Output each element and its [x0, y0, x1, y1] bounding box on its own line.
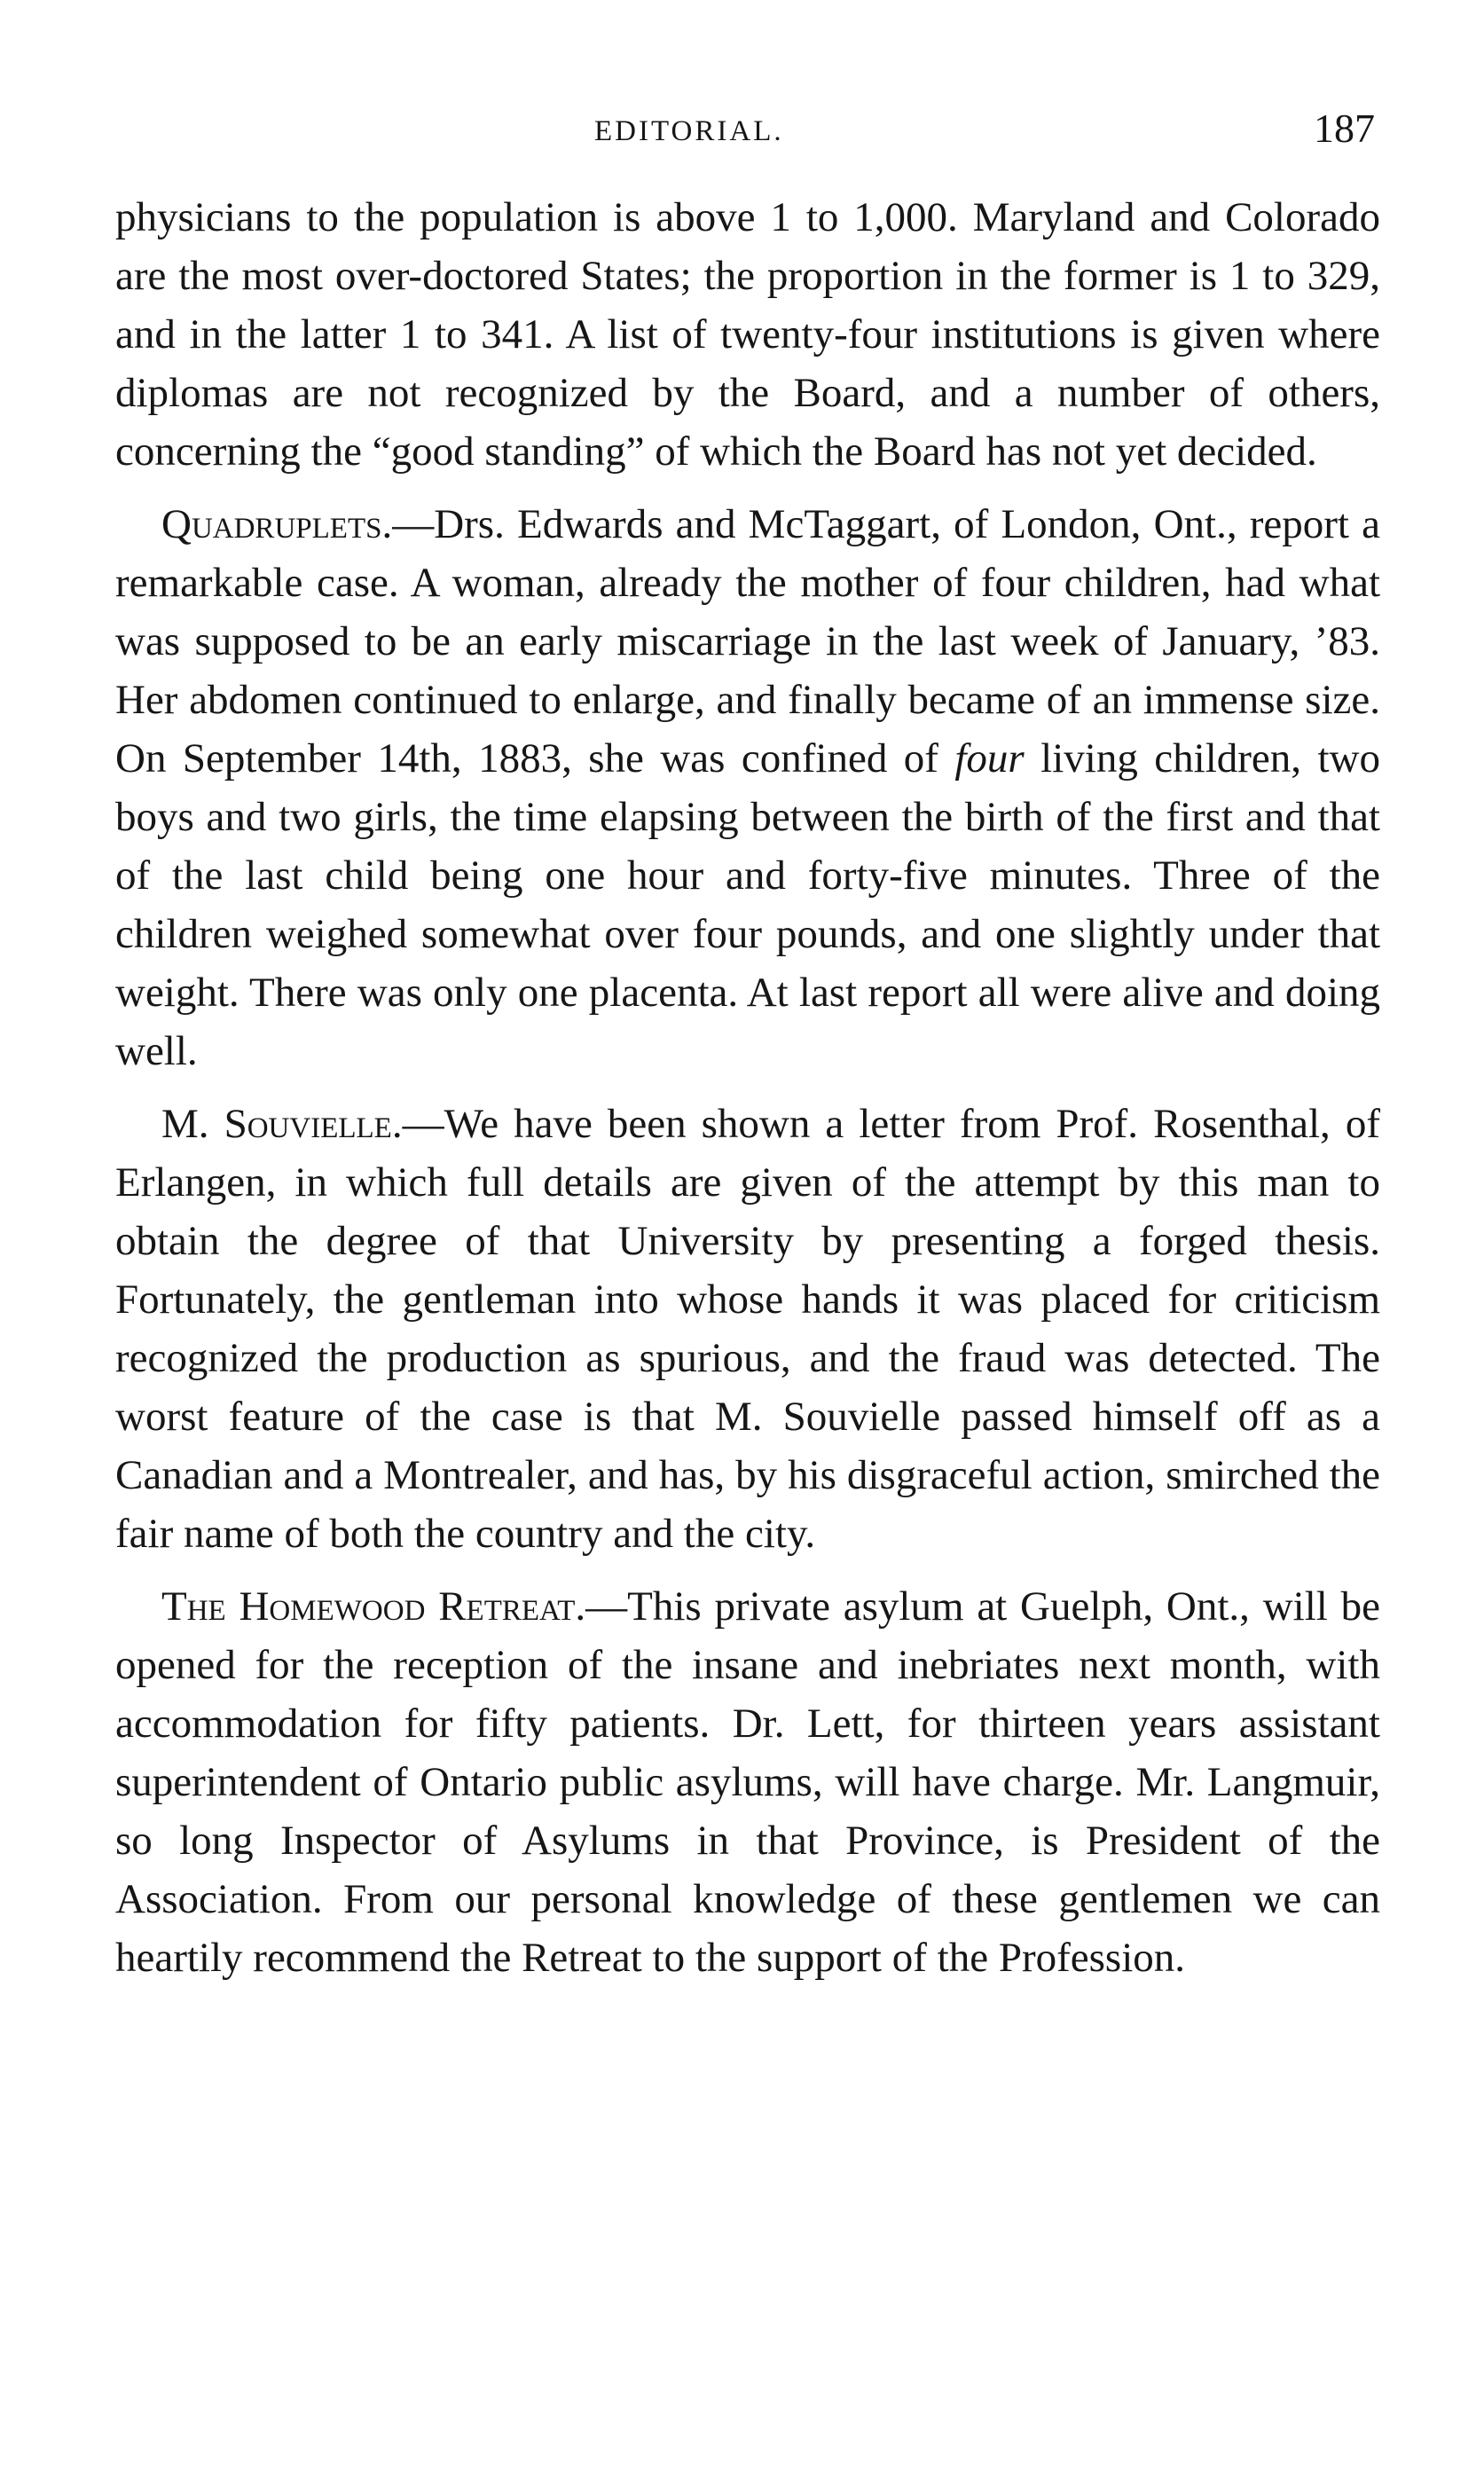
- paragraph-text: —Drs. Edwards and McTaggart, of London, Ont., report a remarkable case. A woman, already the mother of four children, had what was supposed to be an early miscarriage in the last week of January, ’83. Her abdomen continued to enlarge, and finally became of an immense size. On September 14th, 1883, she was confined of: [115, 501, 1380, 782]
- paragraph-text: —We have been shown a letter from Prof. Rosenthal, of Erlangen, in which full details are given of the attempt by this man to obtain the degree of that University by presenting a forged thesis. Fortunately, the gentleman into whose hands it was placed for criticism recognized the production as spurious, and the fraud was detected. The worst feature of the case is that M. Souvielle passed himself off as a Canadian and a Montrealer, and has, by his disgraceful action, smirched the fair name of both the country and the city.: [115, 1101, 1380, 1557]
- section-heading-homewood-retreat: The Homewood Retreat.: [161, 1583, 586, 1630]
- paragraph-text: living children, two boys and two girls, the time elapsing between the birth of the first and that of the last child being one hour and forty-five minutes. Three of the children weighed somewhat over four pounds, and one slightly under that weight. There was only one placenta. At last report all were alive and doing well.: [115, 735, 1380, 1074]
- page-number: 187: [1314, 106, 1375, 151]
- page-header: [115, 105, 1375, 158]
- section-heading-quadruplets: Quadruplets.: [161, 501, 393, 547]
- paragraph-continued: physicians to the population is above 1 to 1,000. Maryland and Colorado are the most over-doctored States; the proportion in the former is 1 to 329, and in the latter 1 to 341. A list of twenty-four institutions is given where diplomas are not recognized by the Board, and a number of others, concerning the “good standing” of which the Board has not yet decided.: [115, 194, 1380, 475]
- article-body: [115, 188, 1380, 1987]
- section-heading-souvielle: M. Souvielle.: [161, 1101, 403, 1147]
- emphasis-text: four: [954, 735, 1025, 782]
- paragraph-souvielle: [115, 1095, 1380, 1563]
- paragraph-quadruplets: [115, 495, 1380, 1080]
- paragraph-text: —This private asylum at Guelph, Ont., will be opened for the reception of the insane and inebriates next month, with accommodation for fifty patients. Dr. Lett, for thirteen years assistant superintendent of Ontario public asylums, will have charge. Mr. Langmuir, so long Inspector of Asylums in that Province, is President of the Association. From our personal knowledge of these gentlemen we can heartily recommend the Retreat to the support of the Profession.: [115, 1583, 1381, 1981]
- running-head: EDITORIAL.: [594, 115, 784, 147]
- paragraph-homewood-retreat: [115, 1577, 1380, 1987]
